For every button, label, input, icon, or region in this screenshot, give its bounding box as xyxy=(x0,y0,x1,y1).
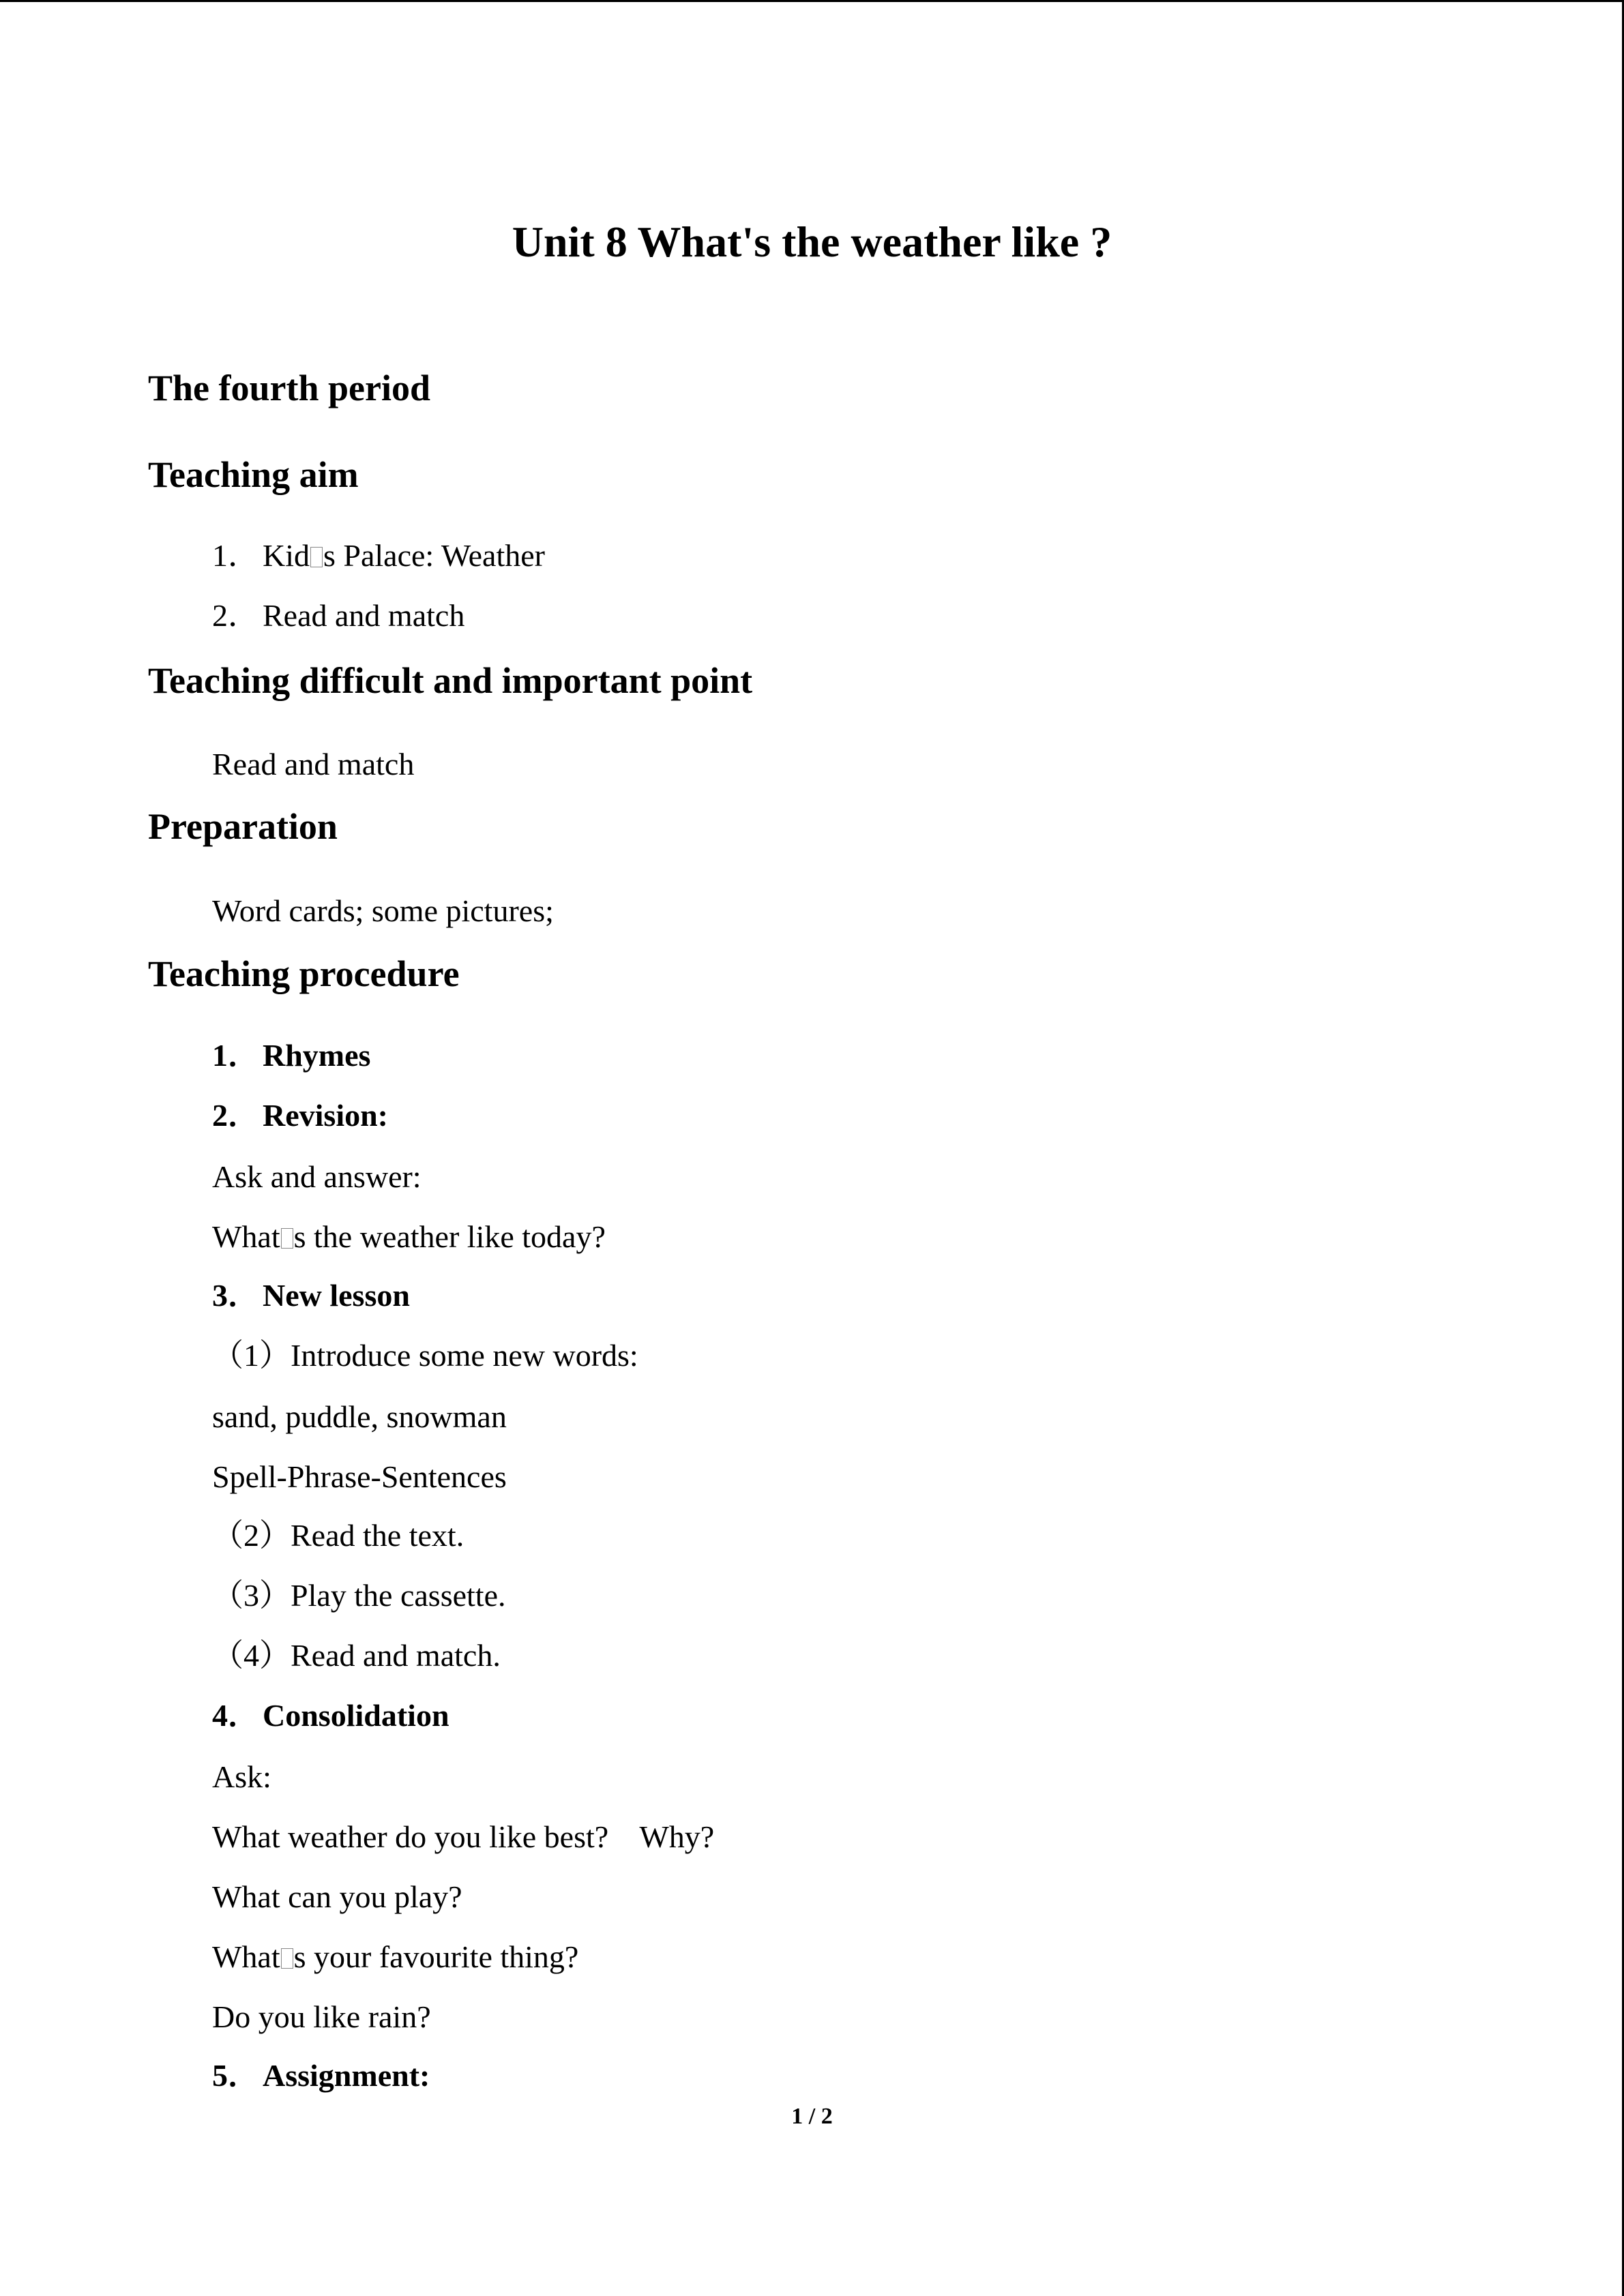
aim-item-1-text-start: Kid xyxy=(263,538,310,573)
teaching-aim-heading: Teaching aim xyxy=(148,454,359,495)
step-5-label: Assignment: xyxy=(263,2058,430,2093)
question-3-start: What xyxy=(212,1939,280,1974)
step-1-number: 1． xyxy=(212,1038,259,1073)
new-words: sand, puddle, snowman xyxy=(212,1399,507,1434)
step-2-number: 2． xyxy=(212,1098,259,1133)
sub-step-1-text: Introduce some new words: xyxy=(291,1338,638,1373)
sub-step-2-text: Read the text. xyxy=(291,1518,464,1553)
aim-item-1-text-end: s Palace: Weather xyxy=(323,538,545,573)
procedure-step-4 xyxy=(212,1695,449,1736)
ask-and-answer: Ask and answer: xyxy=(212,1159,422,1194)
weather-question-start: What xyxy=(212,1219,280,1254)
question-4: Do you like rain? xyxy=(212,1999,431,2034)
procedure-step-3 xyxy=(212,1275,410,1316)
question-3-end: s your favourite thing? xyxy=(293,1939,579,1974)
ask-label: Ask: xyxy=(212,1759,271,1794)
document-title: Unit 8 What's the weather like ? xyxy=(512,218,1112,266)
question-2: What can you play? xyxy=(212,1879,462,1914)
preparation-text: Word cards; some pictures; xyxy=(212,893,554,928)
procedure-step-5 xyxy=(212,2055,430,2096)
weather-question xyxy=(212,1217,606,1257)
missing-glyph-icon xyxy=(310,547,323,567)
procedure-heading: Teaching procedure xyxy=(148,953,460,994)
page-top-border xyxy=(0,0,1624,2)
step-5-number: 5． xyxy=(212,2058,259,2093)
preparation-heading: Preparation xyxy=(148,806,338,847)
spell-phrase-sentences: Spell-Phrase-Sentences xyxy=(212,1459,507,1494)
step-3-label: New lesson xyxy=(263,1278,410,1313)
step-4-number: 4． xyxy=(212,1698,259,1733)
aim-item-1 xyxy=(212,535,545,576)
sub-step-4-number: （4） xyxy=(212,1638,291,1673)
difficult-point-heading: Teaching difficult and important point xyxy=(148,660,753,701)
weather-question-end: s the weather like today? xyxy=(293,1219,606,1254)
step-3-number: 3． xyxy=(212,1278,259,1313)
step-4-label: Consolidation xyxy=(263,1698,449,1733)
aim-item-2-number: 2． xyxy=(212,598,259,633)
step-2-label: Revision: xyxy=(263,1098,388,1133)
sub-step-3-number: （3） xyxy=(212,1578,291,1613)
missing-glyph-icon xyxy=(281,1948,293,1969)
difficult-point-text: Read and match xyxy=(212,747,415,781)
question-1: What weather do you like best? Why? xyxy=(212,1819,715,1854)
sub-step-2-number: （2） xyxy=(212,1518,291,1553)
question-3 xyxy=(212,1937,578,1978)
sub-step-3-text: Play the cassette. xyxy=(291,1578,506,1613)
sub-step-2 xyxy=(212,1515,464,1556)
period-heading: The fourth period xyxy=(148,368,431,408)
procedure-step-2 xyxy=(212,1095,388,1136)
aim-item-1-number: 1． xyxy=(212,538,259,573)
procedure-step-1 xyxy=(212,1035,370,1076)
sub-step-1-number: （1） xyxy=(212,1338,291,1373)
sub-step-1 xyxy=(212,1335,638,1376)
page-number: 1 / 2 xyxy=(791,2104,833,2129)
sub-step-4 xyxy=(212,1635,501,1676)
sub-step-4-text: Read and match. xyxy=(291,1638,501,1673)
missing-glyph-icon xyxy=(281,1228,293,1249)
step-1-label: Rhymes xyxy=(263,1038,371,1073)
sub-step-3 xyxy=(212,1575,506,1616)
aim-item-2-text: Read and match xyxy=(263,598,465,633)
aim-item-2 xyxy=(212,595,464,636)
